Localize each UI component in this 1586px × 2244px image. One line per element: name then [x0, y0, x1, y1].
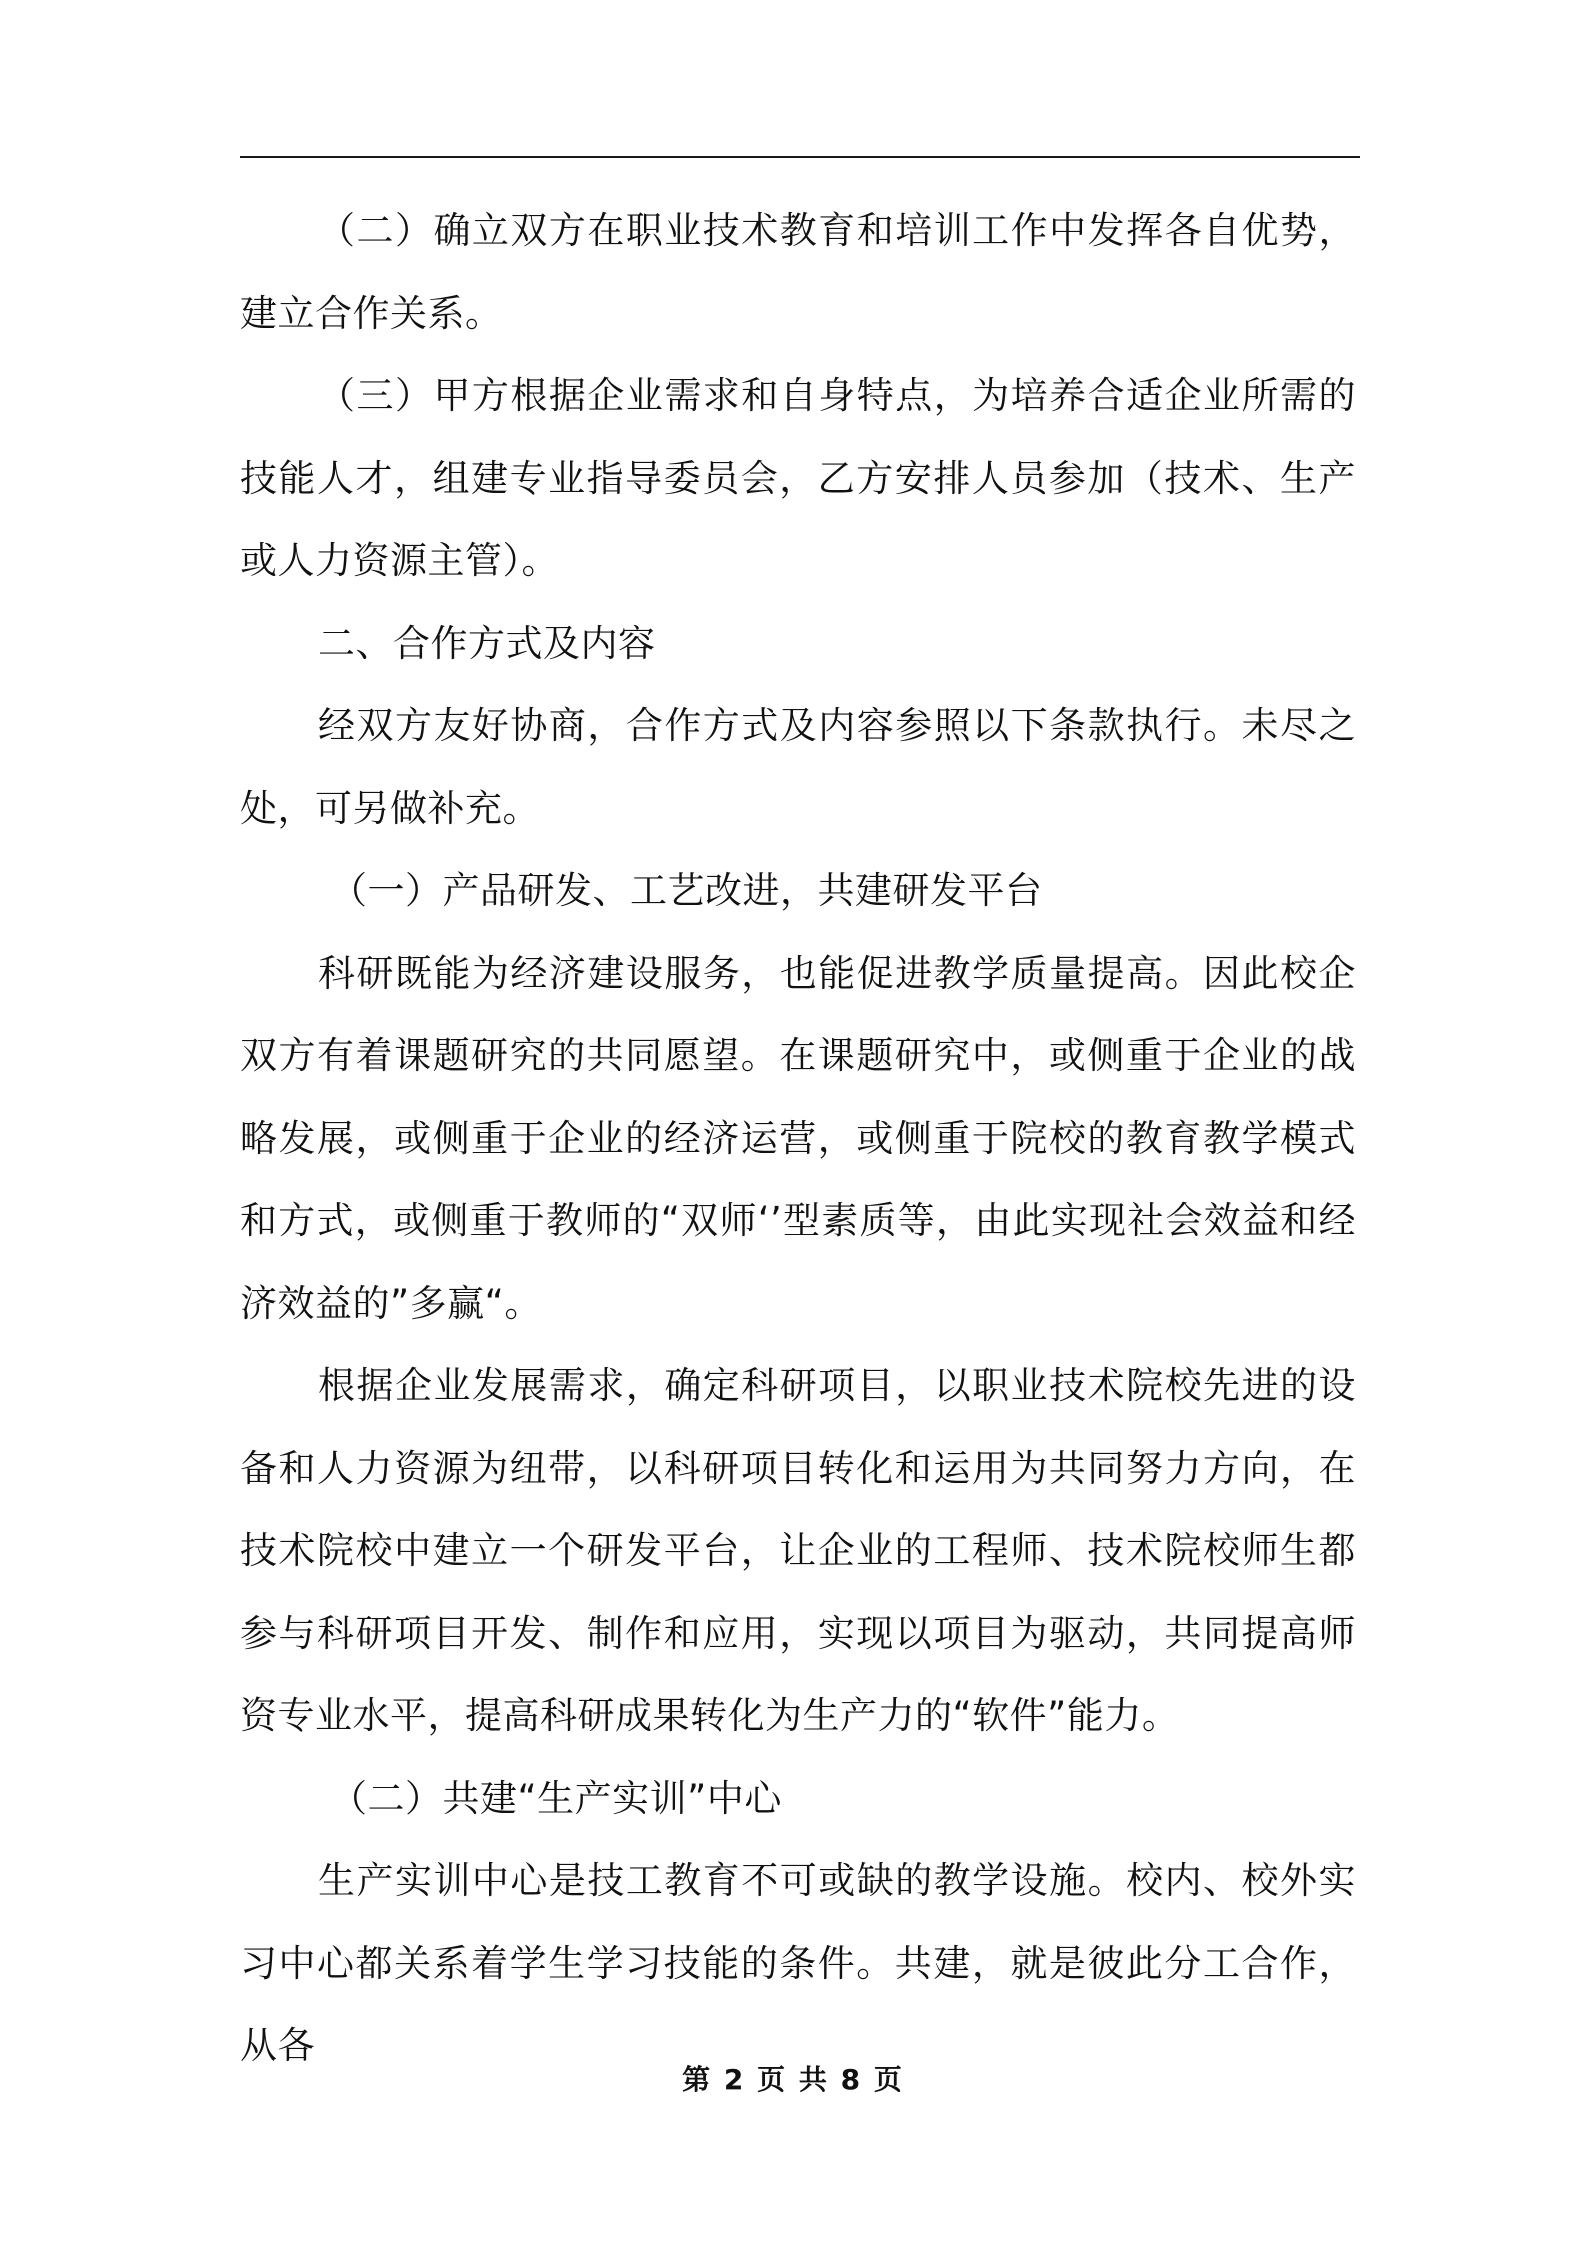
- paragraph-establish-cooperation: （二）确立双方在职业技术教育和培训工作中发挥各自优势，建立合作关系。: [240, 209, 1356, 335]
- paragraph-training-center: 生产实训中心是技工教育不可或缺的教学设施。校内、校外实习中心都关系着学生学习技能的条件。共建，就是彼此分工合作，从各: [240, 1859, 1356, 2067]
- paragraph-research-goals: 科研既能为经济建设服务，也能促进教学质量提高。因此校企双方有着课题研究的共同愿望。在课题研究中，或侧重于企业的战略发展，或侧重于企业的经济运营，或侧重于院校的教育教学模式和方式，或侧重于教师的“双师‘’型素质等，由此实现社会效益和经济效益的”多赢“。: [240, 951, 1356, 1325]
- paragraph-research-projects: 根据企业发展需求，确定科研项目，以职业技术院校先进的设备和人力资源为纽带，以科研项目转化和运用为共同努力方向，在技术院校中建立一个研发平台，让企业的工程师、技术院校师生都参与科研项目开发、制作和应用，实现以项目为驱动，共同提高师资专业水平，提高科研成果转化为生产力的“软件”能力。: [240, 1364, 1356, 1737]
- paragraph-consultation: 经双方友好协商，合作方式及内容参照以下条款执行。未尽之处，可另做补充。: [240, 704, 1356, 830]
- section-heading-cooperation-methods: 二、合作方式及内容: [318, 621, 656, 665]
- page-number-footer: 第 2 页 共 8 页: [682, 2063, 904, 2096]
- paragraph-steering-committee: （三）甲方根据企业需求和自身特点，为培养合适企业所需的技能人才，组建专业指导委员会，乙方安排人员参加（技术、生产或人力资源主管）。: [240, 374, 1356, 582]
- subheading-rd-platform: （一）产品研发、工艺改进，共建研发平台: [330, 869, 1043, 912]
- header-rule: [240, 156, 1360, 158]
- subheading-training-center: （二）共建“生产实训”中心: [330, 1776, 782, 1820]
- document-body: [240, 190, 1356, 2088]
